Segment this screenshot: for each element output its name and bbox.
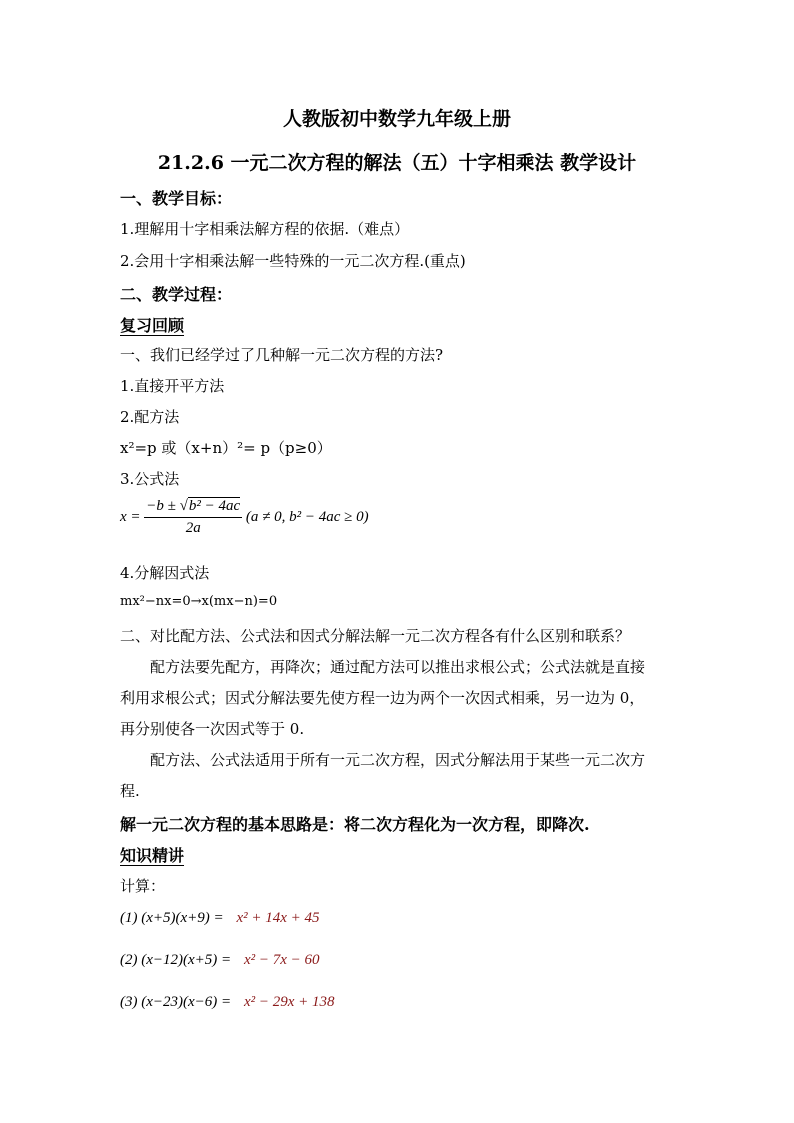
formula-denominator: 2a [185, 520, 201, 536]
formula-numerator [144, 498, 242, 518]
process-heading: 二、教学过程： [120, 285, 233, 304]
method-2-formula: x²=p 或（x+n）²= p（p≥0） [120, 439, 332, 457]
calc-row-1 [120, 908, 320, 927]
calc-answer: x² − 29x + 138 [243, 994, 335, 1010]
method-1: 1.直接开平方法 [120, 377, 225, 395]
calc-label: 计算： [120, 877, 166, 895]
goal-2: 2.会用十字相乘法解一些特殊的一元二次方程.(重点) [120, 252, 466, 270]
goal-1: 1.理解用十字相乘法解方程的依据.（难点） [120, 220, 410, 238]
paragraph-1-line-1: 配方法要先配方，再降次；通过配方法可以推出求根公式；公式法就是直接 [150, 658, 646, 676]
formula-radicand: b² − 4ac [188, 498, 241, 514]
paragraph-2-line-2: 程. [120, 782, 140, 800]
method-2: 2.配方法 [120, 408, 180, 426]
paragraph-1-line-2: 利用求根公式；因式分解法要先使方程一边为两个一次因式相乘，另一边为 0， [120, 689, 645, 707]
calc-expression: (2) (x−12)(x+5) = [120, 952, 232, 968]
document-title: 人教版初中数学九年级上册 [282, 108, 511, 130]
question-2: 二、对比配方法、公式法和因式分解法解一元二次方程各有什么区别和联系？ [120, 627, 631, 645]
method-4: 4.分解因式法 [120, 564, 210, 582]
paragraph-1-line-3: 再分别使各一次因式等于 0. [120, 720, 305, 738]
document-subtitle: 21.2.6 一元二次方程的解法（五）十字相乘法 教学设计 [157, 152, 637, 174]
formula-condition: (a ≠ 0, b² − 4ac ≥ 0) [245, 508, 369, 525]
calc-answer: x² + 14x + 45 [236, 910, 320, 926]
calc-expression: (3) (x−23)(x−6) = [120, 994, 232, 1010]
calc-row-3 [120, 992, 335, 1011]
method-3: 3.公式法 [120, 470, 180, 488]
sqrt-icon: √ [179, 498, 188, 514]
formula-numerator-left: −b ± [146, 498, 176, 514]
formula-fraction [144, 498, 242, 537]
question-1: 一、我们已经学过了几种解一元二次方程的方法? [120, 346, 444, 364]
method-4-formula: mx²−nx=0→x(mx−n)=0 [120, 594, 278, 609]
review-heading: 复习回顾 [120, 316, 185, 335]
calc-expression: (1) (x+5)(x+9) = [120, 910, 224, 926]
quadratic-formula [120, 498, 369, 548]
knowledge-heading: 知识精讲 [120, 846, 185, 865]
calc-answer: x² − 7x − 60 [243, 952, 320, 968]
calc-row-2 [120, 950, 320, 969]
formula-lhs: x = [120, 508, 141, 525]
summary: 解一元二次方程的基本思路是：将二次方程化为一次方程，即降次. [120, 815, 590, 834]
paragraph-2-line-1: 配方法、公式法适用于所有一元二次方程，因式分解法用于某些一元二次方 [150, 751, 646, 769]
goals-heading: 一、教学目标： [120, 189, 233, 208]
